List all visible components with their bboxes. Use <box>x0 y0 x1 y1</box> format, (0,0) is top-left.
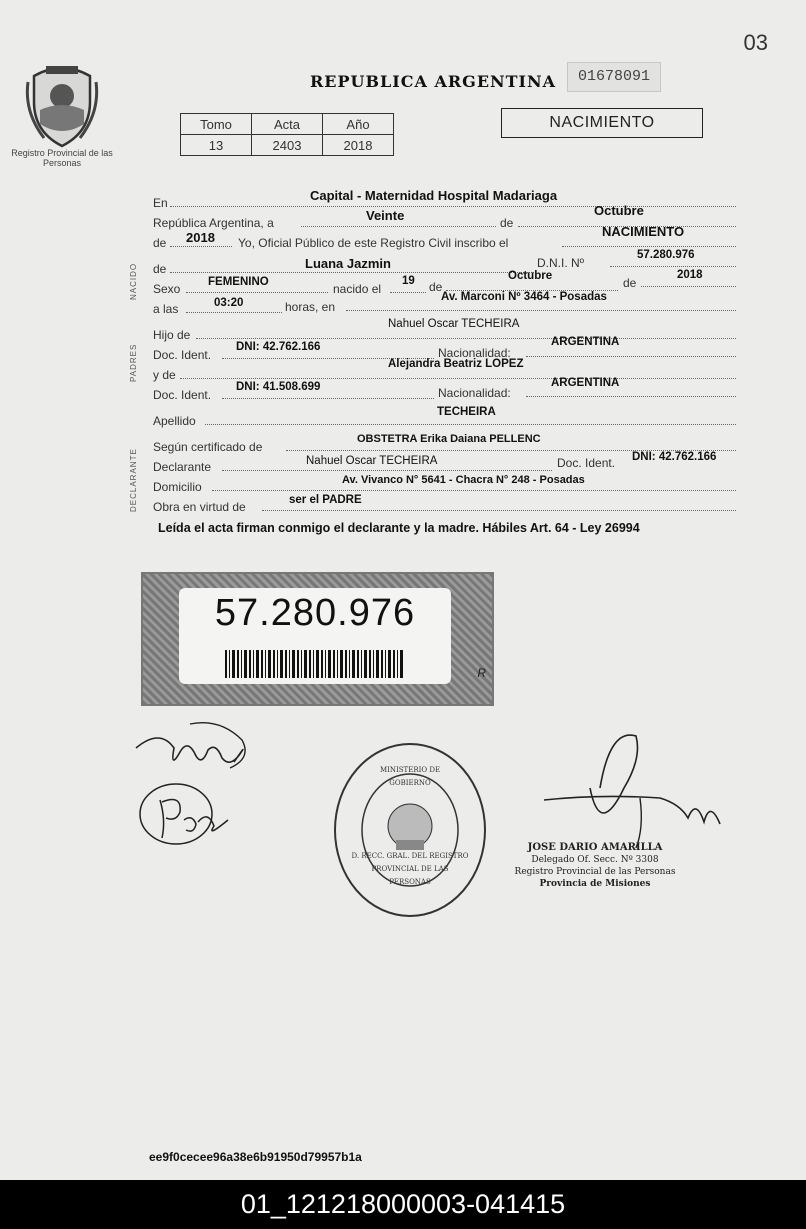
label-de: de <box>500 216 514 230</box>
barcode <box>225 650 405 678</box>
value-anio: 2018 <box>323 135 394 156</box>
value-padre: Nahuel Oscar TECHEIRA <box>388 318 520 330</box>
value-declarante: Nahuel Oscar TECHEIRA <box>306 455 438 467</box>
label-declarante: Declarante <box>153 460 212 474</box>
legal-text: Leída el acta firman conmigo el declarante y la madre. Hábiles Art. 64 - Ley 26994 <box>158 521 640 535</box>
signature-official <box>540 728 730 858</box>
official-province: Provincia de Misiones <box>539 879 651 889</box>
value-mes: Octubre <box>594 203 644 218</box>
value-nac-anio: 2018 <box>677 269 703 281</box>
value-domicilio: Av. Vivanco N° 5641 - Chacra N° 248 - Posadas <box>342 474 585 486</box>
side-label-declarante: DECLARANTE <box>129 448 138 512</box>
stamp-mark: R <box>477 666 486 680</box>
value-certificado: OBSTETRA Erika Daiana PELLENC <box>357 433 541 445</box>
value-dia: Veinte <box>366 208 405 223</box>
official-name: JOSE DARIO AMARILLA <box>527 842 663 853</box>
value-anio: 2018 <box>186 230 215 245</box>
label-yo: Yo, Oficial Público de este Registro Civil inscribo el <box>238 236 509 250</box>
label-sexo: Sexo <box>153 282 181 296</box>
header-tomo: Tomo <box>181 114 252 135</box>
official-org: Registro Provincial de las Personas <box>514 867 676 877</box>
registry-table <box>180 113 394 156</box>
label-republica: República Argentina, a <box>153 216 274 230</box>
value-hora: 03:20 <box>214 297 244 309</box>
label-de-5: de <box>623 276 637 290</box>
label-obra: Obra en virtud de <box>153 500 246 514</box>
value-lugar: Capital - Maternidad Hospital Madariaga <box>310 188 558 203</box>
value-lugar-nac: Av. Marconi Nº 3464 - Posadas <box>441 291 607 303</box>
official-signature-block <box>510 842 680 890</box>
label-y-de: y de <box>153 368 176 382</box>
logo-caption: Registro Provincial de las Personas <box>11 148 113 168</box>
value-nombre: Luana Jazmin <box>305 256 391 271</box>
value-dni: 57.280.976 <box>637 249 695 261</box>
label-a-las: a las <box>153 302 179 316</box>
stamp-number: 57.280.976 <box>214 592 416 634</box>
value-apellido: TECHEIRA <box>437 406 496 418</box>
label-de-3: de <box>153 262 167 276</box>
document-hash: ee9f0cecee96a38e6b91950d79957b1a <box>149 1150 362 1164</box>
label-nacido-el: nacido el <box>333 282 382 296</box>
label-en: En <box>153 196 168 210</box>
value-tomo: 13 <box>181 135 252 156</box>
value-madre: Alejandra Beatriz LOPEZ <box>388 358 524 370</box>
label-horas-en: horas, en <box>285 300 336 314</box>
official-role: Delegado Of. Secc. Nº 3308 <box>531 855 659 865</box>
header-acta: Acta <box>252 114 323 135</box>
label-doc-ident-2: Doc. Ident. <box>153 388 212 402</box>
dni-stamp <box>141 572 494 706</box>
seal-inner-text: MINISTERIO DE GOBIERNO <box>379 766 441 787</box>
label-doc-ident-3: Doc. Ident. <box>557 456 616 470</box>
value-madre-nac: ARGENTINA <box>551 377 620 389</box>
label-de-4: de <box>429 280 443 294</box>
label-nacionalidad: Nacionalidad: <box>438 346 511 360</box>
signature-madre <box>136 780 236 850</box>
side-label-nacido: NACIDO <box>129 262 138 300</box>
value-padre-nac: ARGENTINA <box>551 336 620 348</box>
value-acta: 2403 <box>252 135 323 156</box>
document-title: REPUBLICA ARGENTINA <box>310 72 557 91</box>
serial-number: 01678091 <box>567 62 661 92</box>
act-type-box: NACIMIENTO <box>501 108 703 138</box>
signature-declarante <box>130 718 260 778</box>
value-padre-doc: DNI: 42.762.166 <box>236 341 321 353</box>
footer-id-bar: 01_121218000003-041415 <box>0 1180 806 1229</box>
header-anio: Año <box>323 114 394 135</box>
side-label-padres: PADRES <box>129 343 138 382</box>
value-declarante-doc: DNI: 42.762.166 <box>632 451 717 463</box>
value-nac-mes: Octubre <box>508 270 553 282</box>
label-nacionalidad-2: Nacionalidad: <box>438 386 511 400</box>
value-acto: NACIMIENTO <box>602 224 685 239</box>
label-domicilio: Domicilio <box>153 480 202 494</box>
label-doc-ident: Doc. Ident. <box>153 348 212 362</box>
label-segun: Según certificado de <box>153 440 263 454</box>
value-madre-doc: DNI: 41.508.699 <box>236 381 321 393</box>
label-dni: D.N.I. Nº <box>537 256 585 270</box>
value-obra: ser el PADRE <box>289 494 362 506</box>
value-nac-dia: 19 <box>402 275 415 287</box>
page-number: 03 <box>743 30 768 55</box>
label-hijo-de: Hijo de <box>153 328 191 342</box>
seal-outer-text: D. RECC. GRAL. DEL REGISTRO PROVINCIAL DE LAS PERSONAS <box>351 852 469 886</box>
label-de-2: de <box>153 236 167 250</box>
label-apellido: Apellido <box>153 414 196 428</box>
value-sexo: FEMENINO <box>208 276 269 288</box>
